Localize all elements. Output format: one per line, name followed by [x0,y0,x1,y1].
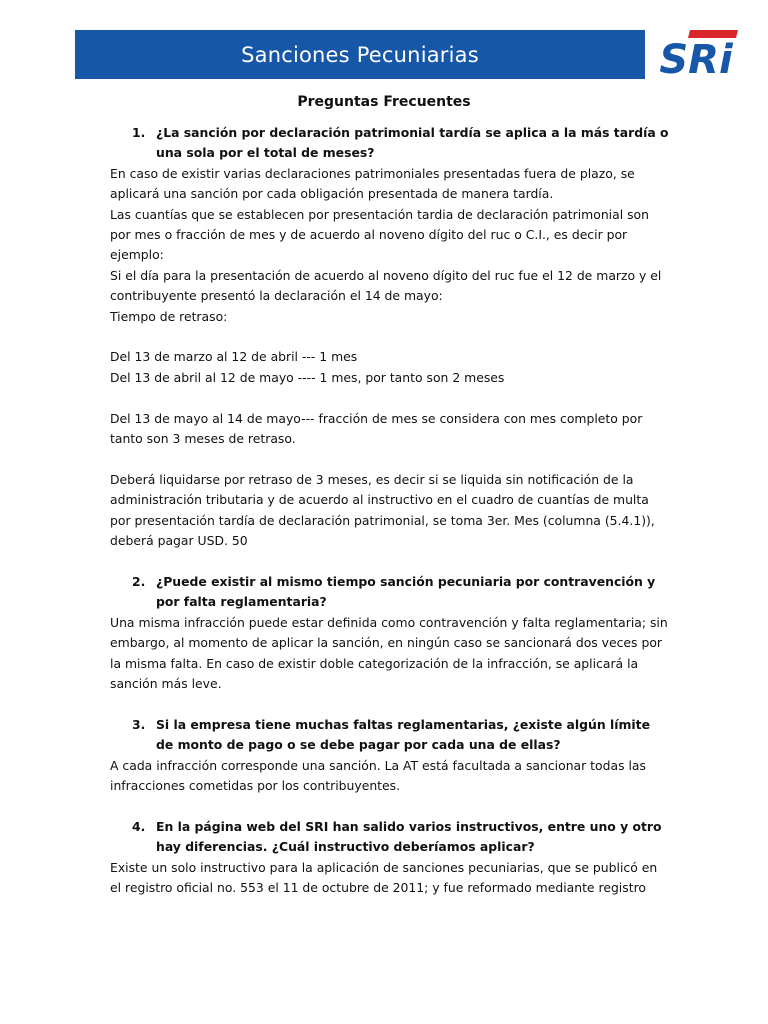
faq-question-3 [110,715,670,756]
answer-paragraph: Las cuantías que se establecen por presentación tardia de declaración patrimonial son por mes o fracción de mes y de acuerdo al noveno dígito del ruc o C.I., es decir por ejemplo: [110,206,649,263]
question-number: 1. [132,125,146,140]
title-banner [75,30,645,79]
faq-content [110,123,670,898]
answer-paragraph: Una misma infracción puede estar definida como contravención y falta reglamentaria; sin embargo, al momento de aplicar la sanción, en ningún caso se sancionará dos veces por la misma falta. En caso de existir doble categorización de la infracción, se aplicará la sanción más leve. [110,614,668,691]
question-text: Si la empresa tiene muchas faltas reglamentarias, ¿existe algún límite de monto de pago o se debe pagar por cada una de ellas? [156,716,650,753]
answer-paragraph: Del 13 de mayo al 14 de mayo--- fracción de mes se considera con mes completo por tanto son 3 meses de retraso. [110,410,643,447]
question-text: En la página web del SRI han salido varios instructivos, entre uno y otro hay diferencias. ¿Cuál instructivo deberíamos aplicar? [156,818,662,855]
answer-paragraph: Del 13 de marzo al 12 de abril --- 1 mes [110,349,358,365]
faq-heading: Preguntas Frecuentes [297,94,471,110]
question-text: ¿La sanción por declaración patrimonial tardía se aplica a la más tardía o una sola por el total de meses? [156,125,669,161]
faq-question-1 [110,123,670,164]
sri-logo [650,26,742,78]
answer-paragraph: A cada infracción corresponde una sanción. La AT está facultada a sancionar todas las infracciones cometidas por los contribuyentes. [110,757,646,793]
page-title: Sanciones Pecuniarias [241,42,479,67]
faq-question-4 [110,817,670,858]
blank-line [110,388,670,408]
answer-paragraph: En caso de existir varias declaraciones patrimoniales presentadas fuera de plazo, se aplicará una sanción por cada obligación presentada de manera tardía. [110,165,635,202]
answer-paragraph: Tiempo de retraso: [110,308,228,324]
question-number: 4. [132,818,146,834]
answer-paragraph: Deberá liquidarse por retraso de 3 meses, es decir si se liquida sin notificación de la administración tributaria y de acuerdo al instructivo en el cuadro de cuantías de multa por presentación tardía de declaración patrimonial, se toma 3er. Mes (columna (5.4.1)), deberá pagar USD. 50 [110,471,655,549]
blank-line [110,327,670,347]
answer-paragraph: Existe un solo instructivo para la aplicación de sanciones pecuniarias, que se publicó en el registro oficial no. 553 el 11 de octubre de 2011; y fue reformado mediante registro [110,859,658,895]
question-number: 3. [132,716,146,732]
question-number: 2. [132,573,146,589]
faq-question-2 [110,572,670,613]
question-text: ¿Puede existir al mismo tiempo sanción pecuniaria por contravención y por falta reglamentaria? [156,573,656,610]
answer-paragraph: Si el día para la presentación de acuerdo al noveno dígito del ruc fue el 12 de marzo y el contribuyente presentó la declaración el 14 de mayo: [110,267,662,304]
blank-line [110,449,670,469]
logo-text: SRi [659,37,733,78]
answer-paragraph: Del 13 de abril al 12 de mayo ---- 1 mes, por tanto son 2 meses [110,369,505,385]
